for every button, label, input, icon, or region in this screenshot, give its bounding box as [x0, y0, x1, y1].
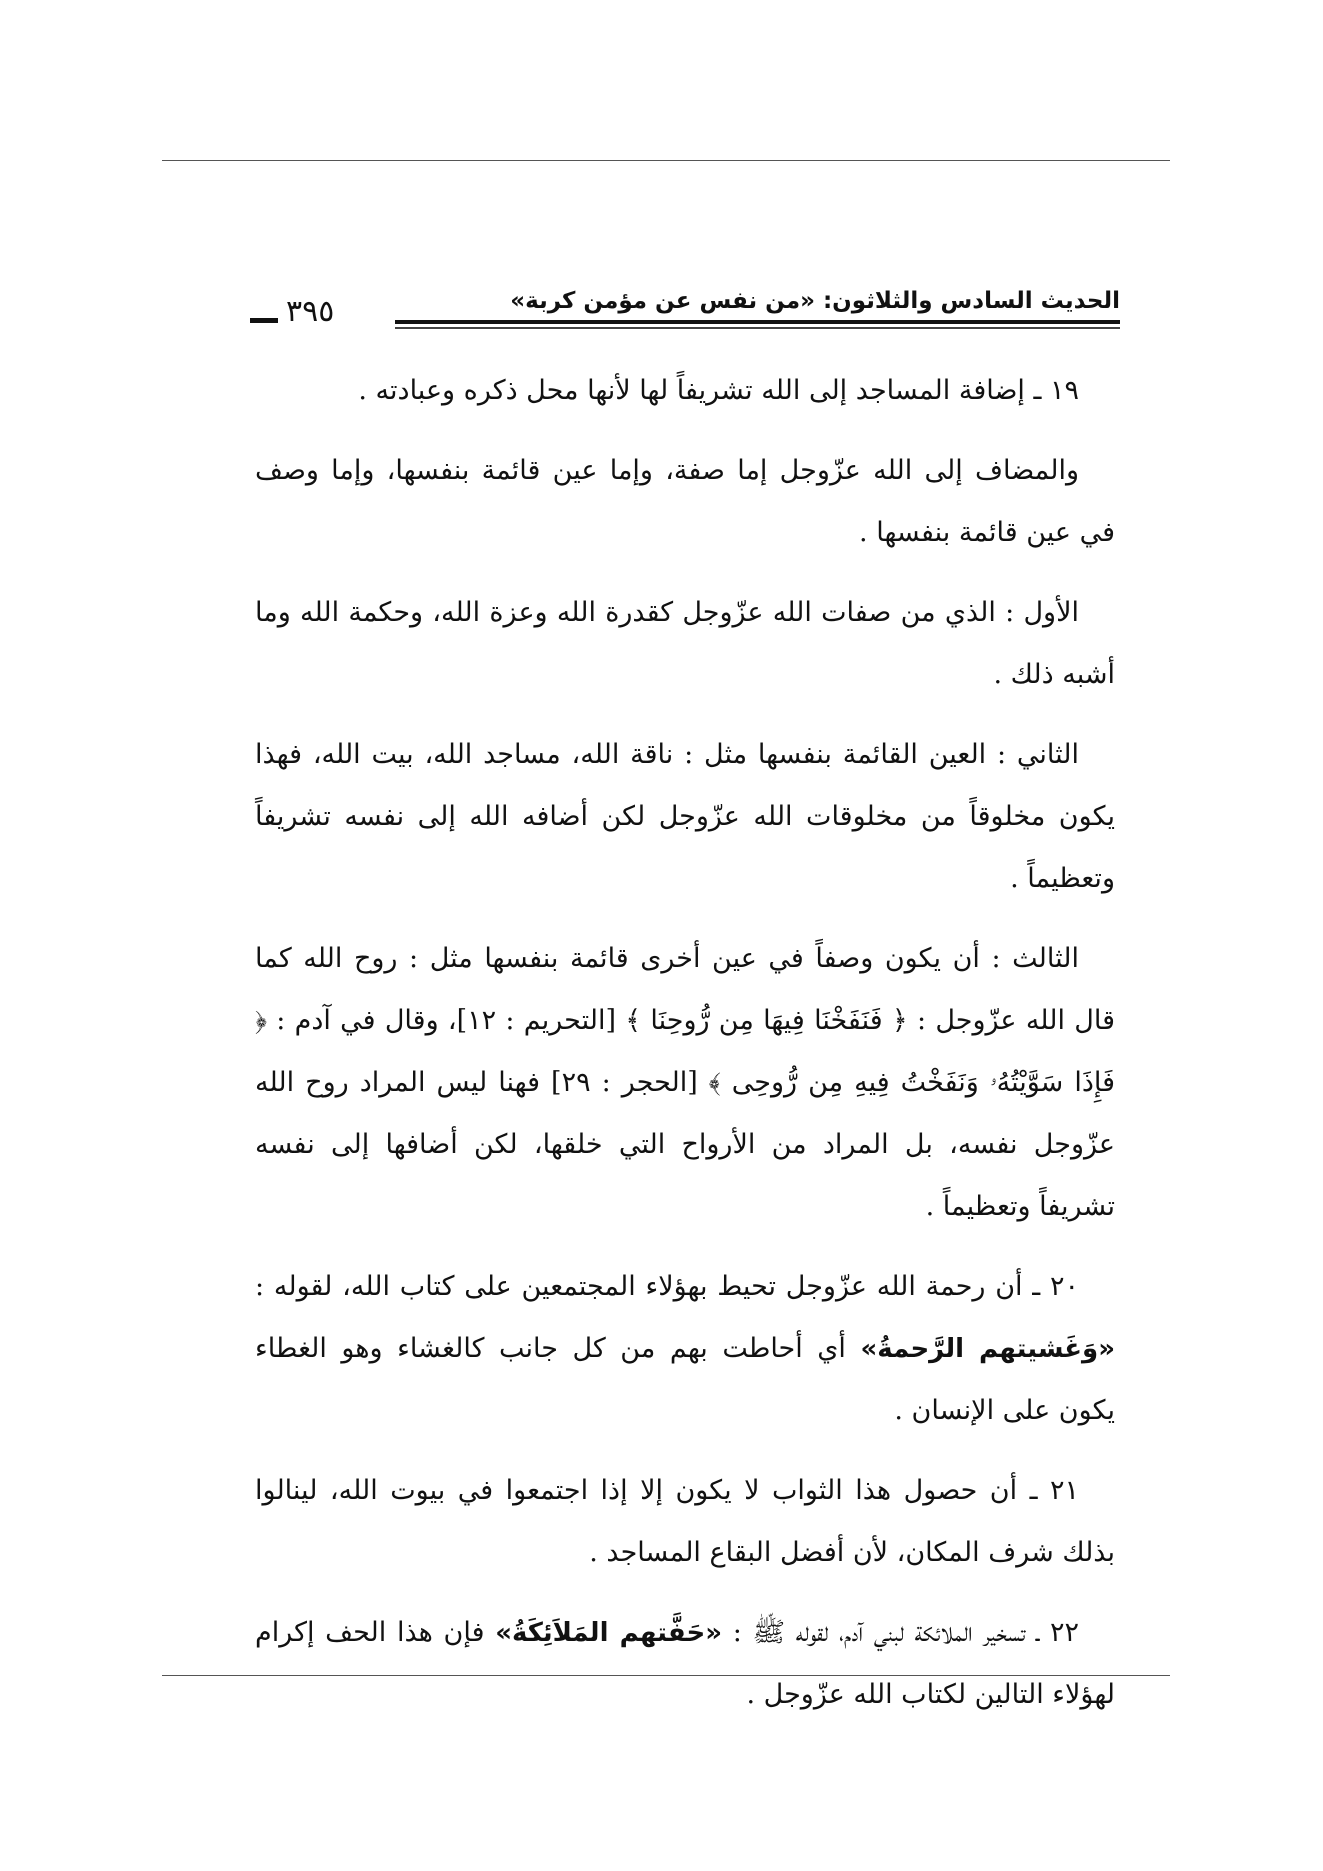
paragraph-attribution-intro: والمضاف إلى الله عزّوجل إما صفة، وإما عين قائمة بنفسها، وإما وصف في عين قائمة بنفسها . — [255, 455, 1115, 548]
paragraph-20: ٢٠ ـ أن رحمة الله عزّوجل تحيط بهؤلاء المجتمعين على كتاب الله، لقوله : «وَغَشيتهم الرَّحمةُ» أي أحاطت بهم من كل جانب كالغشاء وهو الغطاء يكون على الإنسان . — [255, 1271, 1115, 1426]
running-header — [250, 288, 1120, 334]
paragraph-19: ١٩ ـ إضافة المساجد إلى الله تشريفاً لها لأنها محل ذكره وعبادته . — [358, 375, 1079, 406]
paragraph-21: ٢١ ـ أن حصول هذا الثواب لا يكون إلا إذا اجتمعوا في بيوت الله، لينالوا بذلك شرف المكان، لأن أفضل البقاع المساجد . — [255, 1475, 1115, 1568]
hadith-quote: «وَغَشيتهم الرَّحمةُ» — [860, 1334, 1115, 1364]
paragraph-third-type: الثالث : أن يكون وصفاً في عين أخرى قائمة بنفسها مثل : روح الله كما قال الله عزّوجل : ﴿ فَنَفَخْنَا فِيهَا مِن رُّوحِنَا ﴾ [التحريم : ١٢]، وقال في آدم : ﴿ فَإِذَا سَوَّيْتُهُۥ وَنَفَخْتُ فِيهِ مِن رُّوحِى ﴾ [الحجر : ٢٩] فهنا ليس المراد روح الله عزّوجل نفسه، بل المراد من الأرواح التي خلقها، لكن أضافها إلى نفسه تشريفاً وتعظيماً . — [255, 943, 1115, 1222]
hadith-quote: «حَفَّتهم المَلاَئِكَةُ» — [495, 1618, 723, 1648]
header-rule-thin — [395, 327, 1120, 329]
paragraph-second-type: الثاني : العين القائمة بنفسها مثل : ناقة الله، مساجد الله، بيت الله، فهذا يكون مخلوقاً من مخلوقات الله عزّوجل لكن أضافه الله إلى نفسه تشريفاً وتعظيماً . — [255, 739, 1115, 894]
body-text — [255, 360, 1115, 1744]
page-number: ٣٩٥ — [286, 294, 335, 329]
bottom-divider — [162, 1675, 1170, 1676]
paragraph-first-type: الأول : الذي من صفات الله عزّوجل كقدرة الله وعزة الله، وحكمة الله وما أشبه ذلك . — [255, 597, 1115, 690]
header-rule-thick — [395, 320, 1120, 324]
page-number-bar — [250, 318, 278, 323]
paragraph-22: ٢٢ ـ تسخير الملائكة لبني آدم، لقوله ﷺ : «حَفَّتهم المَلاَئِكَةُ» فإن هذا الحف إكرام لهؤلاء التالين لكتاب الله عزّوجل . — [255, 1617, 1115, 1710]
top-divider — [162, 160, 1170, 161]
header-title: الحديث السادس والثلاثون: «من نفس عن مؤمن كربة» — [510, 288, 1120, 314]
